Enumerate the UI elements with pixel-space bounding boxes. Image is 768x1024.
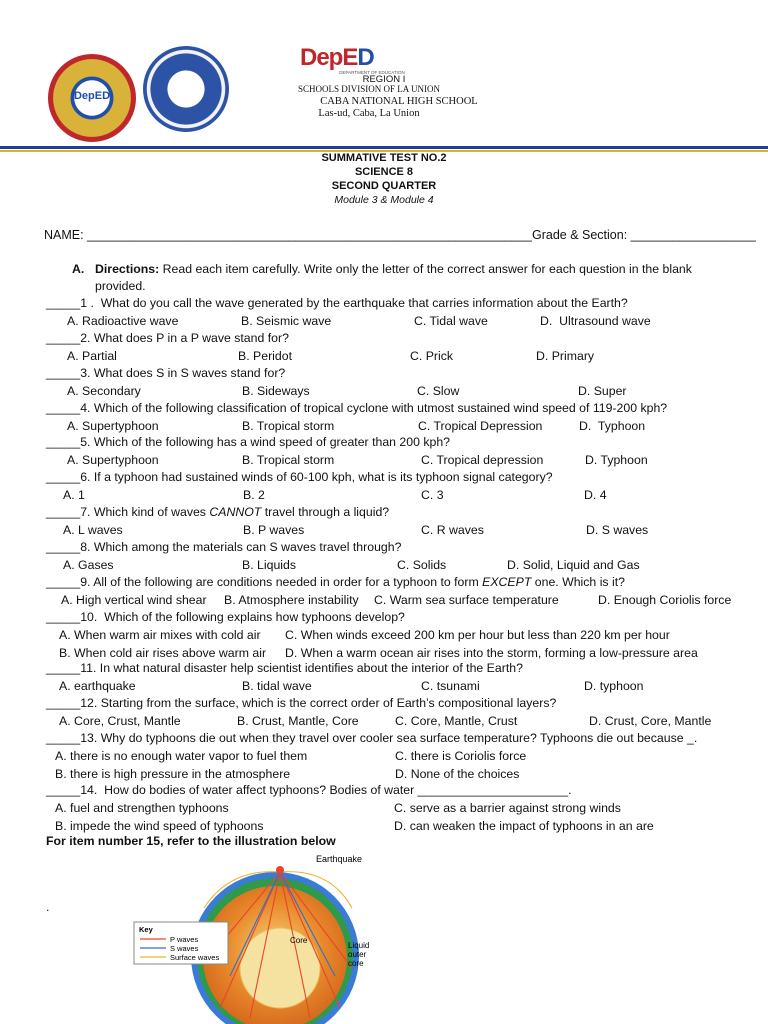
quarter-title: SECOND QUARTER [331, 180, 437, 192]
choice-q2-c: C. Prick [410, 349, 454, 363]
question-1: _____1 . What do you call the wave generated by the earthquake that carries information about the Earth? [46, 296, 628, 310]
choice-q13-c: B. there is high pressure in the atmosphere [55, 767, 291, 781]
question-9: _____9. All of the following are conditions needed in order for a typhoon to form EXCEPT one. Which is it? [46, 575, 625, 589]
outer-core [240, 928, 320, 1008]
choice-q13-a: A. there is no enough water vapor to fuel them [55, 749, 308, 763]
liquid-label: Liquid [348, 941, 370, 950]
question-8: _____8. Which among the materials can S waves travel through? [46, 540, 402, 554]
question-13: _____13. Why do typhoons die out when they travel over cooler sea surface temperature? Typhoons die out because _. [46, 731, 698, 745]
choice-q12-c: C. Core, Mantle, Crust [395, 714, 518, 728]
question-5: _____5. Which of the following has a wind speed of greater than 200 kph? [46, 435, 451, 449]
deped-seal-logo: DEPED [143, 46, 229, 132]
choice-q1-c: C. Tidal wave [414, 314, 488, 328]
question-2: _____2. What does P in a P wave stand for? [46, 331, 289, 345]
earthquake-label: Earthquake [316, 854, 363, 864]
department-label: DEPARTMENT OF EDUCATION [339, 70, 405, 75]
choice-q13-b: C. there is Coriolis force [395, 749, 527, 763]
choice-q11-b: B. tidal wave [242, 679, 312, 693]
directions-letter: A. [72, 262, 85, 276]
choice-q5-a: A. Supertyphoon [67, 453, 159, 467]
core-label: Core [290, 936, 308, 945]
division-label: SCHOOLS DIVISION OF LA UNION [297, 84, 440, 94]
earthquake-focus [276, 866, 284, 874]
choice-q14-a: A. fuel and strengthen typhoons [55, 801, 229, 815]
question-10: _____10. Which of the following explains how typhoons develop? [46, 610, 405, 624]
test-title: SUMMATIVE TEST NO.2 [321, 152, 447, 164]
directions: Directions: Read each item carefully. Write only the letter of the correct answer for each question in the blank [95, 262, 692, 276]
outer-label: outer [348, 950, 367, 959]
choice-q8-a: A. Gases [63, 558, 114, 572]
choice-q8-c: C. Solids [397, 558, 447, 572]
question-7: _____7. Which kind of waves CANNOT travel through a liquid? [46, 505, 390, 519]
choice-q6-d: D. 4 [584, 488, 607, 502]
earth-seismic-wave-illustration [130, 848, 400, 1024]
question-6: _____6. If a typhoon had sustained winds of 60-100 kph, what is its typhoon signal category? [46, 470, 553, 484]
question-12: _____12. Starting from the surface, which is the correct order of Earth’s compositional layers? [46, 696, 557, 710]
choice-q5-b: B. Tropical storm [242, 453, 335, 467]
choice-q6-c: C. 3 [421, 488, 444, 502]
question-14: _____14. How do bodies of water affect typhoons? Bodies of water ______________________. [46, 783, 572, 797]
choice-q14-b: C. serve as a barrier against strong winds [394, 801, 621, 815]
choice-q9-c: C. Warm sea surface temperature [374, 593, 559, 607]
choice-q2-a: A. Partial [67, 349, 117, 363]
core-label-2: core [348, 959, 364, 968]
choice-q13-d: D. None of the choices [395, 767, 520, 781]
choice-q8-b: B. Liquids [242, 558, 297, 572]
region-label: REGION I [362, 74, 406, 85]
choice-q9-a: A. High vertical wind shear [61, 593, 207, 607]
choice-q1-d: D. Ultrasound wave [540, 314, 651, 328]
choice-q5-c: C. Tropical depression [421, 453, 544, 467]
choice-q4-b: B. Tropical storm [242, 419, 335, 433]
choice-q11-d: D. typhoon [584, 679, 644, 693]
choice-q4-a: A. Supertyphoon [67, 419, 159, 433]
item15-note: For item number 15, refer to the illustration below [46, 834, 336, 848]
header-rule-blue [0, 146, 768, 149]
choice-q12-d: D. Crust, Core, Mantle [589, 714, 712, 728]
key-surface-label: Surface waves [170, 953, 220, 962]
directions-cont: provided. [95, 279, 146, 293]
question-4: _____4. Which of the following classification of tropical cyclone with utmost sustained wind speed of 119-200 kph? [46, 401, 668, 415]
choice-q9-d: D. Enough Coriolis force [598, 593, 732, 607]
choice-q7-a: A. L waves [63, 523, 123, 537]
choice-q10-d: D. When a warm ocean air rises into the storm, forming a low-pressure area [285, 646, 698, 660]
choice-q7-b: B. P waves [243, 523, 305, 537]
choice-q2-b: B. Peridot [238, 349, 292, 363]
choice-q10-c: B. When cold air rises above warm air [59, 646, 267, 660]
choice-q12-b: B. Crust, Mantle, Core [237, 714, 359, 728]
choice-q11-a: A. earthquake [59, 679, 136, 693]
choice-q4-c: C. Tropical Depression [418, 419, 543, 433]
key-s-label: S waves [170, 944, 199, 953]
choice-q3-b: B. Sideways [242, 384, 310, 398]
stray-dot: . [46, 900, 50, 914]
choice-q10-b: C. When winds exceed 200 km per hour but less than 220 km per hour [285, 628, 670, 642]
name-grade-line: NAME: ________________________________________________________________Grade & Section: __________________ [44, 228, 756, 242]
school-seal-logo: DepED [48, 54, 136, 142]
choice-q1-b: B. Seismic wave [241, 314, 332, 328]
school-name: CABA NATIONAL HIGH SCHOOL [320, 96, 478, 107]
choice-q6-b: B. 2 [243, 488, 265, 502]
choice-q14-c: B. impede the wind speed of typhoons [55, 819, 264, 833]
choice-q2-d: D. Primary [536, 349, 595, 363]
choice-q3-d: D. Super [578, 384, 627, 398]
choice-q7-c: C. R waves [421, 523, 484, 537]
question-11: _____11. In what natural disaster help scientist identifies about the interior of the Earth? [46, 661, 523, 675]
deped-logo: DepED [300, 44, 374, 71]
school-address: Las-ud, Caba, La Union [318, 108, 420, 119]
key-title: Key [139, 925, 153, 934]
question-3: _____3. What does S in S waves stand for? [46, 366, 286, 380]
choice-q10-a: A. When warm air mixes with cold air [59, 628, 261, 642]
choice-q6-a: A. 1 [63, 488, 85, 502]
choice-q12-a: A. Core, Crust, Mantle [59, 714, 181, 728]
choice-q9-b: B. Atmosphere instability [224, 593, 359, 607]
choice-q3-c: C. Slow [417, 384, 460, 398]
choice-q1-a: A. Radioactive wave [67, 314, 179, 328]
choice-q11-c: C. tsunami [421, 679, 480, 693]
choice-q7-d: D. S waves [586, 523, 649, 537]
choice-q14-d: D. can weaken the impact of typhoons in an are [394, 819, 654, 833]
key-p-label: P waves [170, 935, 199, 944]
module-title: Module 3 & Module 4 [334, 194, 434, 206]
choice-q4-d: D. Typhoon [579, 419, 646, 433]
choice-q5-d: D. Typhoon [585, 453, 648, 467]
choice-q3-a: A. Secondary [67, 384, 141, 398]
choice-q8-d: D. Solid, Liquid and Gas [507, 558, 640, 572]
subject-title: SCIENCE 8 [354, 166, 414, 178]
